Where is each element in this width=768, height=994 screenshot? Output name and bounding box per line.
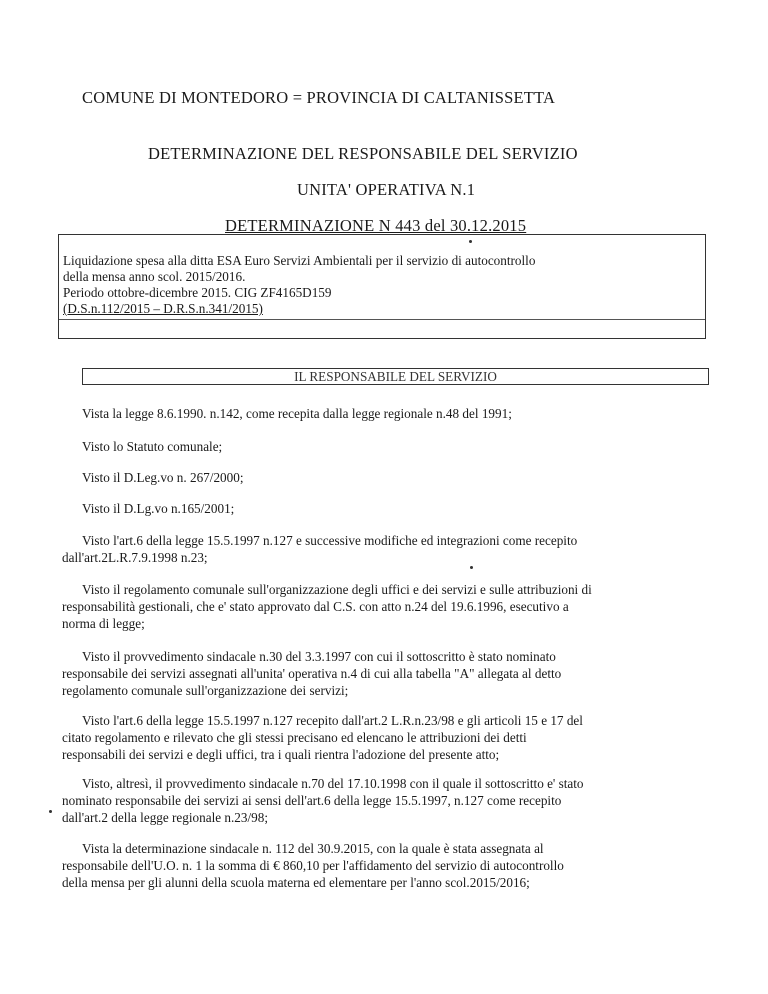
paragraph-line: regolamento comunale sull'organizzazione dei servizi; (62, 683, 349, 698)
paragraph (62, 775, 722, 826)
paragraph-line: responsabilità gestionali, che e' stato approvato dal C.S. con atto n.24 del 19.6.1996, esecutivo a (62, 599, 569, 614)
paragraph-line: responsabile dei servizi assegnati all'unita' operativa n.4 di cui alla tabella "A" allegata al detto (62, 666, 562, 681)
paragraph-line: dall'art.2 della legge regionale n.23/98; (62, 810, 268, 825)
oggetto-divider (59, 319, 705, 320)
oggetto-line: (D.S.n.112/2015 – D.R.S.n.341/2015) (63, 301, 263, 316)
paragraph (62, 648, 722, 699)
paragraph-line: Vista la determinazione sindacale n. 112 del 30.9.2015, con la quale è stata assegnata al (82, 841, 544, 856)
paragraph-line: dall'art.2L.R.7.9.1998 n.23; (62, 550, 208, 565)
paragraph (62, 840, 722, 891)
paragraph (82, 469, 742, 486)
paragraph-line: Visto il provvedimento sindacale n.30 del 3.3.1997 con cui il sottoscritto è stato nominato (82, 649, 556, 664)
unita-operativa: UNITA' OPERATIVA N.1 (297, 180, 476, 199)
paragraph-line: citato regolamento e rilevato che gli stessi precisano ed elencano le attribuzioni dei detti (62, 730, 527, 745)
oggetto-line: della mensa anno scol. 2015/2016. (63, 269, 246, 284)
paragraph-line: Vista la legge 8.6.1990. n.142, come recepita dalla legge regionale n.48 del 1991; (82, 406, 512, 421)
paragraph-line: responsabile dell'U.O. n. 1 la somma di € 860,10 per l'affidamento del servizio di autocontrollo (62, 858, 564, 873)
paragraph-line: norma di legge; (62, 616, 145, 631)
oggetto-line: Periodo ottobre-dicembre 2015. CIG ZF4165D159 (63, 285, 332, 300)
paragraph-line: Visto l'art.6 della legge 15.5.1997 n.127 e successive modifiche ed integrazioni come recepito (82, 533, 578, 548)
paragraph (62, 581, 722, 632)
paragraph (82, 500, 742, 517)
oggetto-text (63, 253, 535, 317)
paragraph-line: Visto il D.Leg.vo n. 267/2000; (82, 470, 244, 485)
paragraph-line: responsabili dei servizi e degli uffici, tra i quali rientra l'adozione del presente atto; (62, 747, 500, 762)
oggetto-box (58, 234, 706, 339)
paragraph-line: Visto l'art.6 della legge 15.5.1997 n.127 recepito dall'art.2 L.R.n.23/98 e gli articoli 15 e 17 del (82, 713, 583, 728)
speck (469, 240, 472, 243)
section-title: IL RESPONSABILE DEL SERVIZIO (82, 368, 709, 385)
comune-header: COMUNE DI MONTEDORO = PROVINCIA DI CALTANISSETTA (82, 88, 556, 107)
paragraph (82, 438, 742, 455)
paragraph (62, 532, 722, 566)
determinazione-number: DETERMINAZIONE N 443 del 30.12.2015 (225, 216, 527, 235)
oggetto-line: Liquidazione spesa alla ditta ESA Euro Servizi Ambientali per il servizio di autocontrollo (63, 253, 536, 268)
paragraph-line: della mensa per gli alunni della scuola materna ed elementare per l'anno scol.2015/2016; (62, 875, 530, 890)
paragraph-line: Visto, altresì, il provvedimento sindacale n.70 del 17.10.1998 con il quale il sottoscritto e' stato (82, 776, 584, 791)
paragraph-line: Visto il regolamento comunale sull'organizzazione degli uffici e dei servizi e sulle attribuzioni di (82, 582, 592, 597)
paragraph-line: Visto il D.Lg.vo n.165/2001; (82, 501, 235, 516)
speck (49, 810, 52, 813)
speck (470, 566, 473, 569)
determinazione-title: DETERMINAZIONE DEL RESPONSABILE DEL SERVIZIO (148, 144, 578, 163)
paragraph-line: Visto lo Statuto comunale; (82, 439, 223, 454)
paragraph (82, 405, 742, 422)
paragraph (62, 712, 722, 763)
paragraph-line: nominato responsabile dei servizi ai sensi dell'art.6 della legge 15.5.1997, n.127 come recepito (62, 793, 562, 808)
